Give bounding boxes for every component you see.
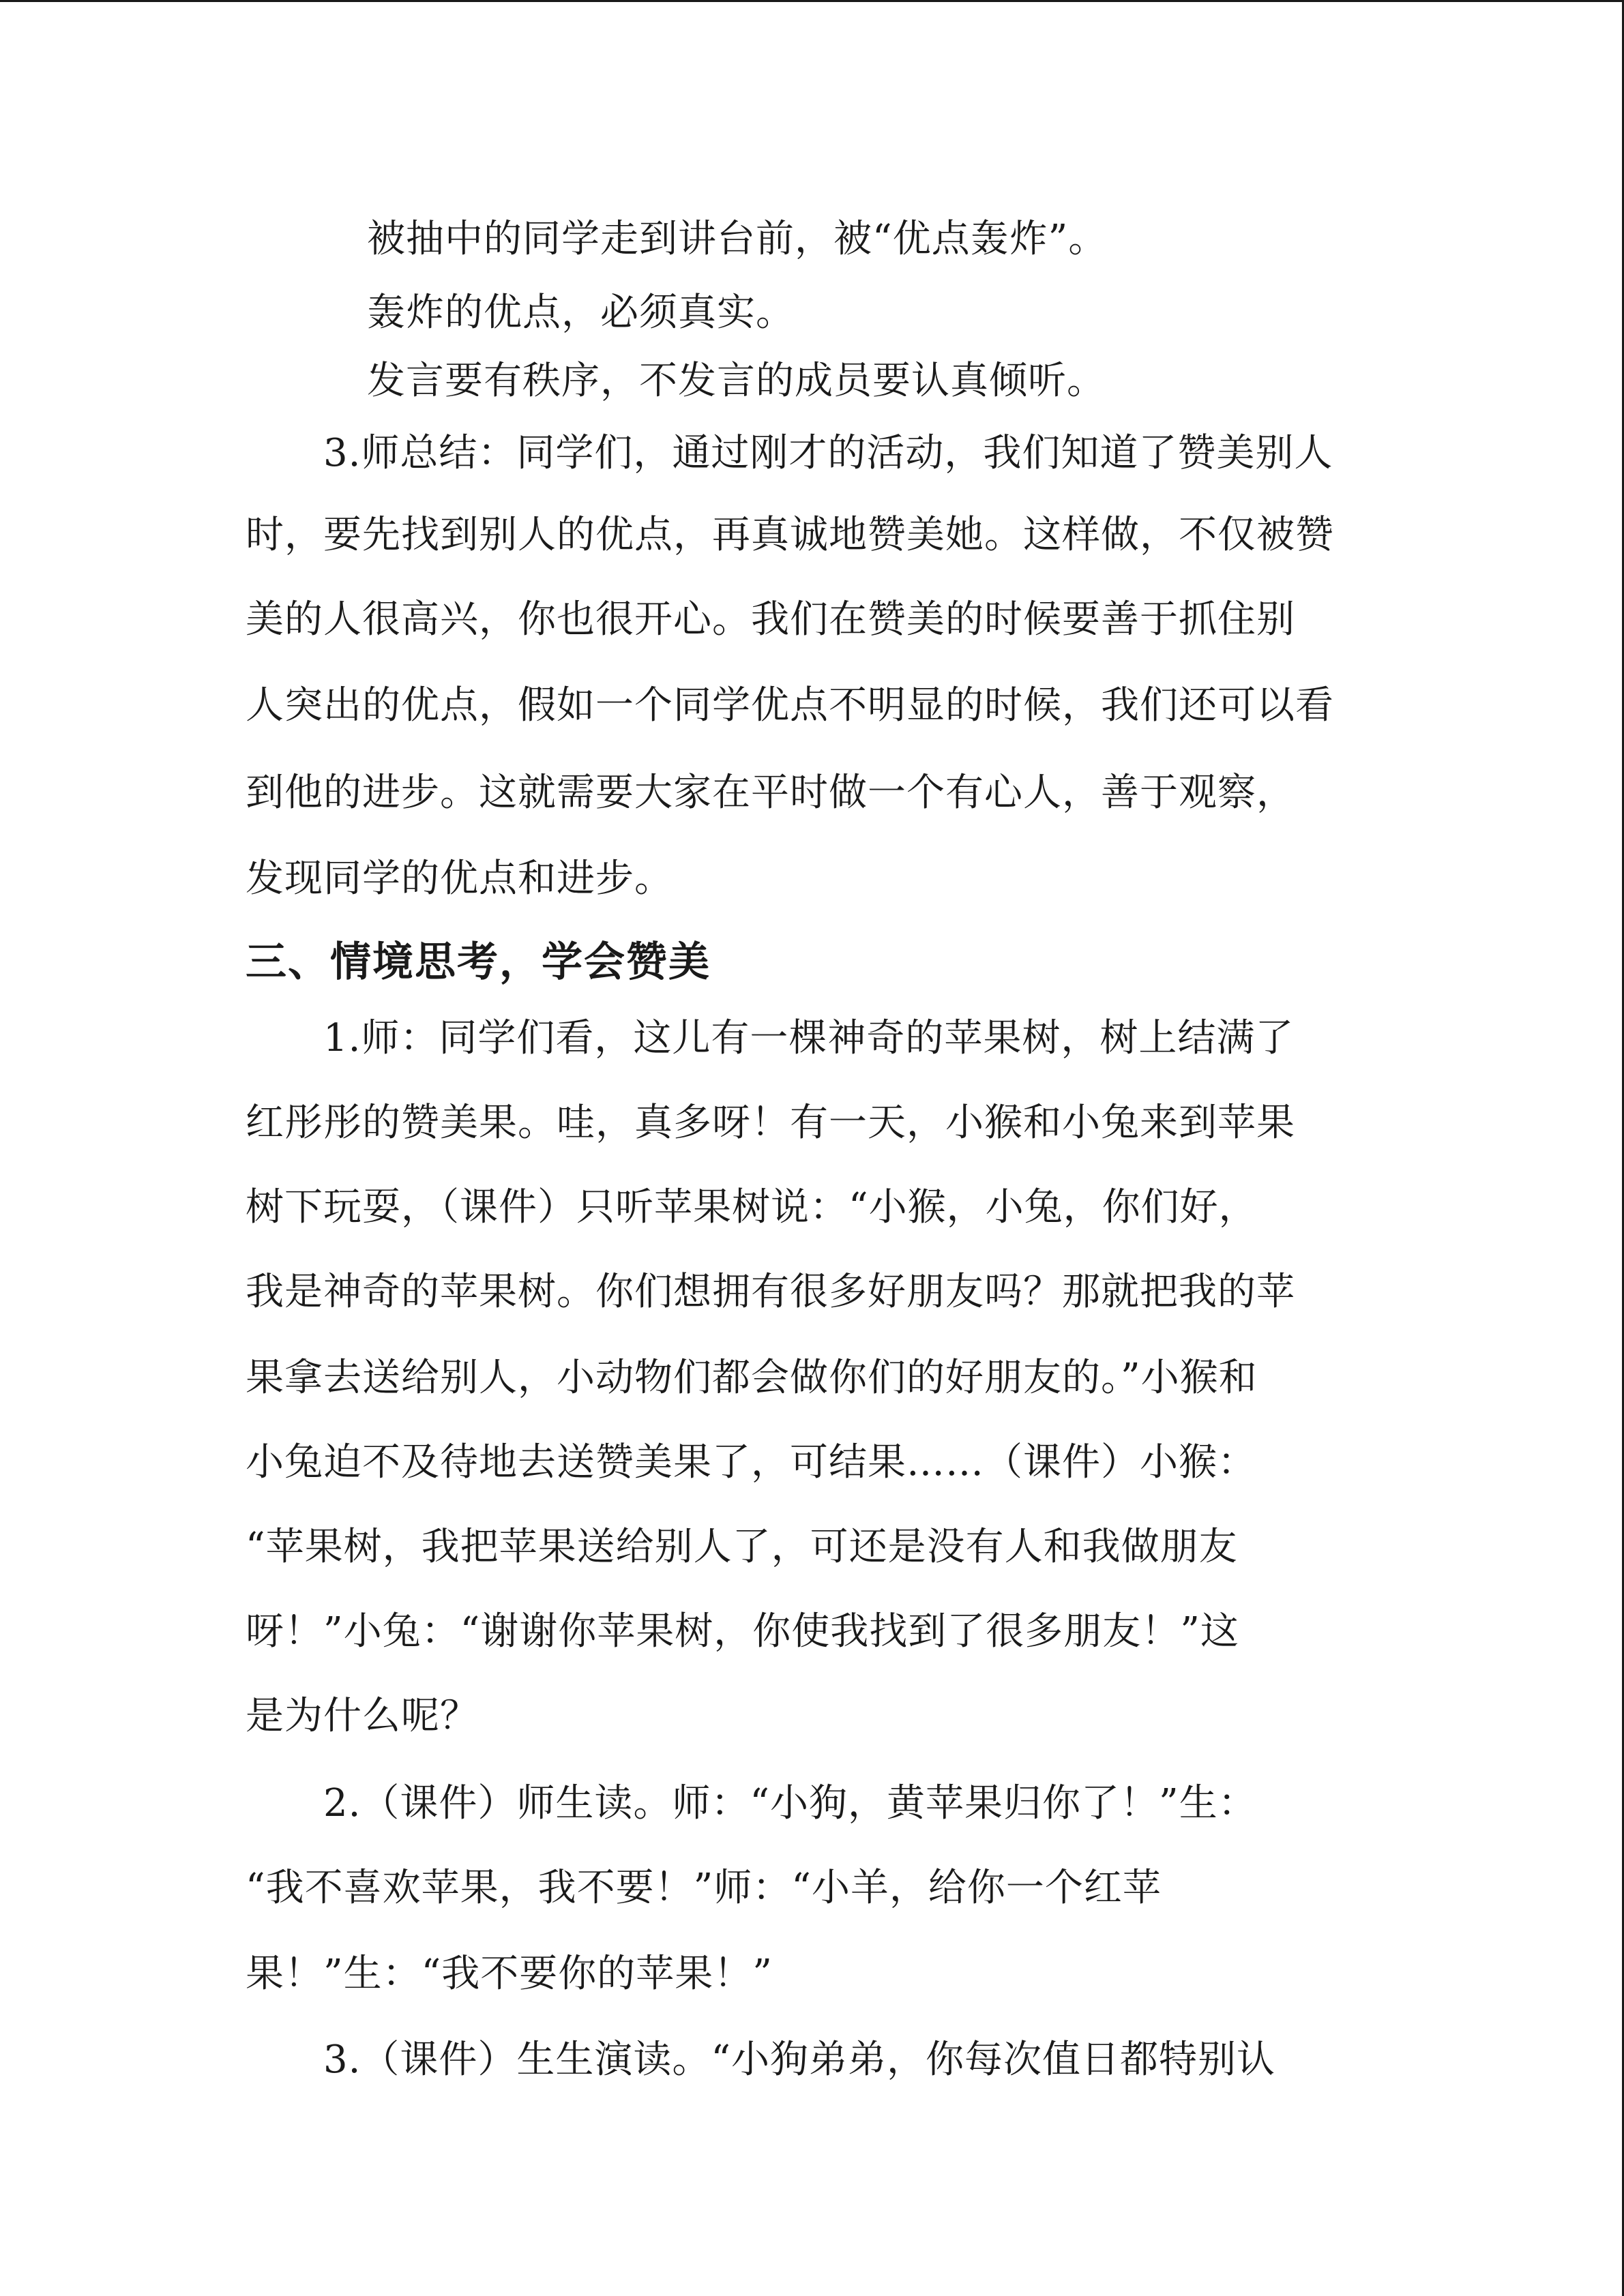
text-line: 3.师总结：同学们，通过刚才的活动，我们知道了赞美别人 <box>323 431 1333 475</box>
text-line: 红彤彤的赞美果。哇，真多呀！有一天，小猴和小兔来到苹果 <box>246 1101 1295 1145</box>
text-line: 发现同学的优点和进步。 <box>246 856 673 901</box>
text-line: 到他的进步。这就需要大家在平时做一个有心人，善于观察， <box>246 771 1295 815</box>
text-line: 1.师：同学们看，这儿有一棵神奇的苹果树，树上结满了 <box>323 1016 1295 1060</box>
text-line: 发言要有秩序，不发言的成员要认真倾听。 <box>367 359 1106 403</box>
text-line: 呀！”小兔：“谢谢你苹果树，你使我找到了很多朋友！”这 <box>246 1609 1239 1654</box>
text-line: 果拿去送给别人，小动物们都会做你们的好朋友的。”小猴和 <box>246 1356 1258 1400</box>
text-line: 是为什么呢？ <box>246 1694 479 1738</box>
text-line: 我是神奇的苹果树。你们想拥有很多好朋友吗？那就把我的苹 <box>246 1270 1295 1314</box>
text-line: “我不喜欢苹果，我不要！”师：“小羊，给你一个红苹 <box>246 1866 1162 1910</box>
text-line: 美的人很高兴，你也很开心。我们在赞美的时候要善于抓住别 <box>246 597 1295 642</box>
text-line: “苹果树，我把苹果送给别人了，可还是没有人和我做朋友 <box>246 1525 1238 1569</box>
text-line: 小兔迫不及待地去送赞美果了，可结果……（课件）小猴： <box>246 1440 1256 1485</box>
text-line: 树下玩耍，（课件）只听苹果树说：“小猴，小兔，你们好， <box>246 1185 1258 1229</box>
text-line: 人突出的优点，假如一个同学优点不明显的时候，我们还可以看 <box>246 683 1334 728</box>
text-line: 3.（课件）生生演读。“小狗弟弟，你每次值日都特别认 <box>323 2038 1276 2082</box>
section-heading: 三、情境思考，学会赞美 <box>246 938 711 986</box>
text-line: 果！”生：“我不要你的苹果！” <box>246 1952 773 1996</box>
text-line: 2.（课件）师生读。师：“小狗，黄苹果归你了！”生： <box>323 1781 1257 1825</box>
text-line: 轰炸的优点，必须真实。 <box>367 290 795 335</box>
text-line: 被抽中的同学走到讲台前，被“优点轰炸”。 <box>367 217 1108 261</box>
text-line: 时，要先找到别人的优点，再真诚地赞美她。这样做，不仅被赞 <box>246 513 1334 557</box>
